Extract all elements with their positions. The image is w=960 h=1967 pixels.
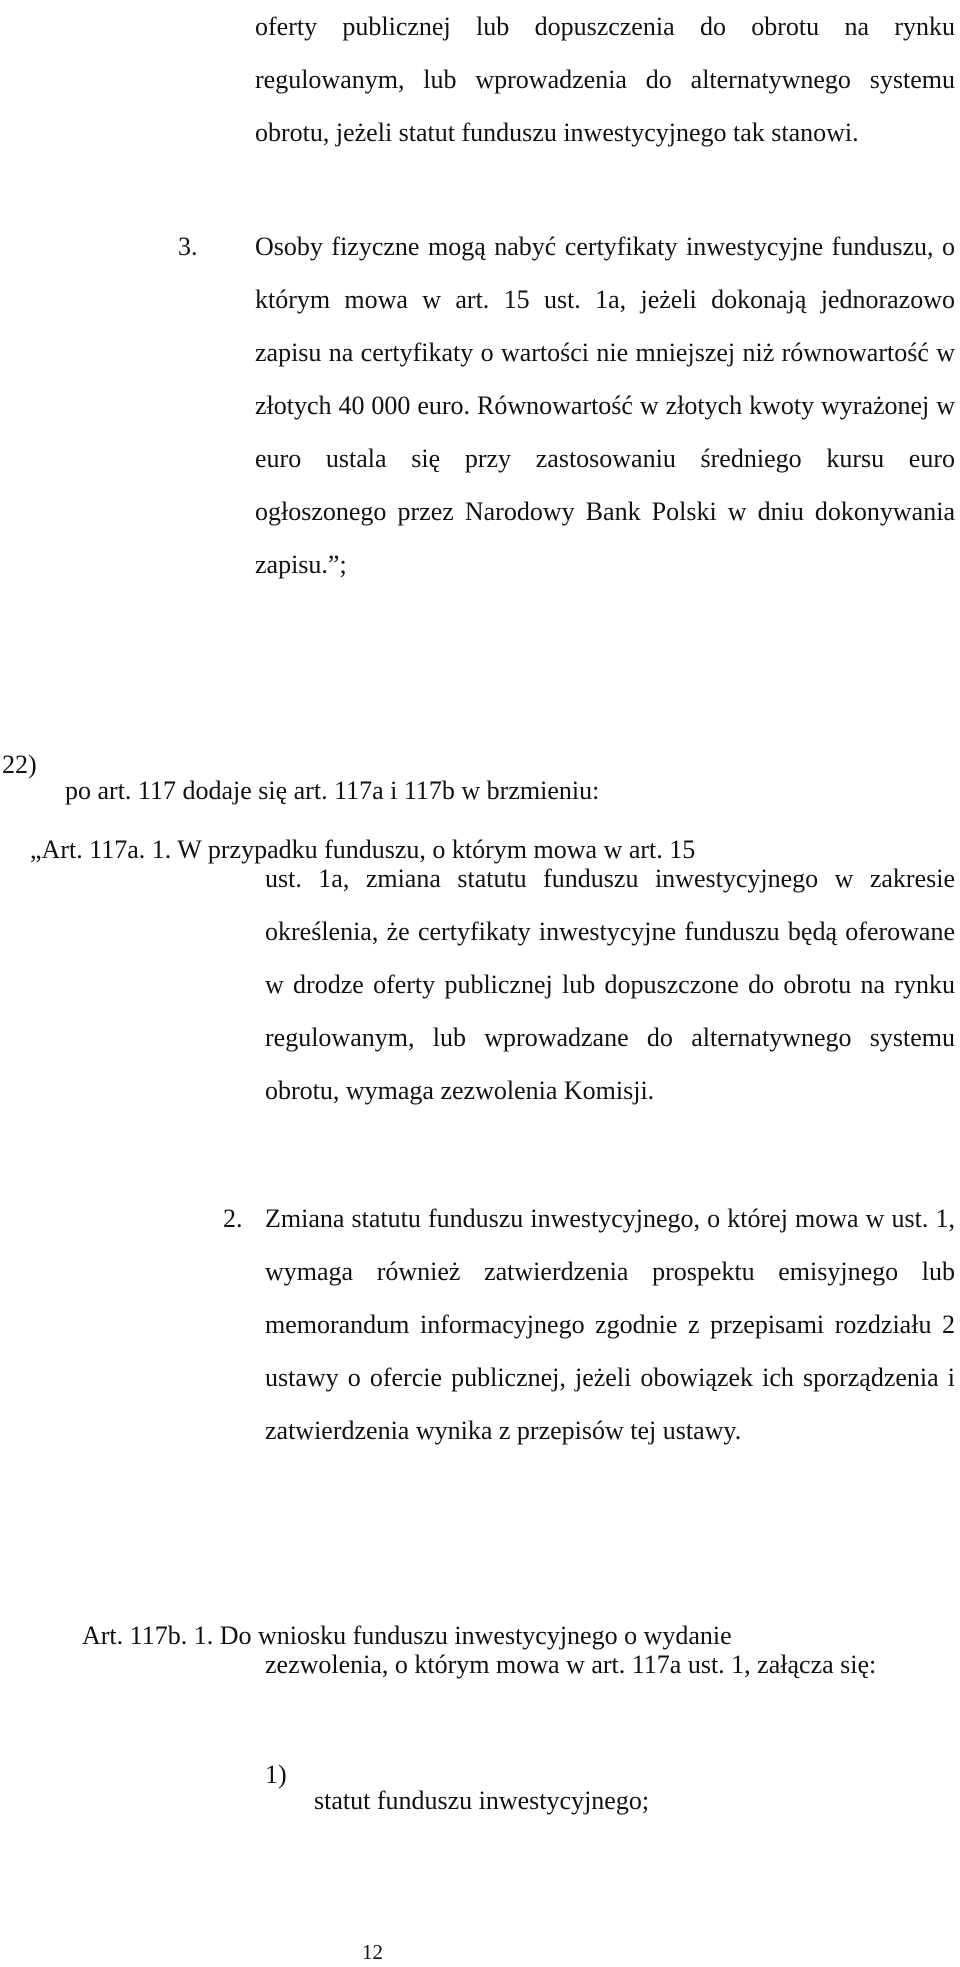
paragraph-number: 2.	[223, 1204, 243, 1233]
page-number: 12	[362, 1940, 383, 1964]
list-item-number: 1)	[265, 1760, 287, 1789]
paragraph-3: Osoby fizyczne mogą nabyć certyfikaty inwestycyjne funduszu, o którym mowa w art. 15 ust. 1a, jeżeli dokonają jednorazowo zapisu na certyfikaty o wartości nie mniejszej niż równowartość w złotych 40 000 euro. Równowartość w złotych kwoty wyrażonej w euro ustala się przy zastosowaniu średniego kursu euro ogłoszonego przez Narodowy Bank Polski w dniu dokonywania zapisu.”;	[255, 232, 955, 579]
paragraph-continuation: oferty publicznej lub dopuszczenia do obrotu na rynku regulowanym, lub wprowadzenia do alternatywnego systemu obrotu, jeżeli statut funduszu inwestycyjnego tak stanowi.	[255, 12, 955, 147]
point-22-text: po art. 117 dodaje się art. 117a i 117b w brzmieniu:	[65, 776, 600, 805]
article-117a-paragraph-1: ust. 1a, zmiana statutu funduszu inwestycyjnego w zakresie określenia, że certyfikaty inwestycyjne funduszu będą oferowane w drodze oferty publicznej lub dopuszczone do obrotu na rynku regulowanym, lub wprowadzane do alternatywnego systemu obrotu, wymaga zezwolenia Komisji.	[265, 864, 955, 1105]
paragraph-number: 3.	[178, 232, 198, 261]
point-number: 22)	[2, 750, 37, 779]
article-117a-heading: „Art. 117a. 1. W przypadku funduszu, o którym mowa w art. 15	[30, 835, 696, 864]
article-117a-paragraph-2: Zmiana statutu funduszu inwestycyjnego, o której mowa w ust. 1, wymaga również zatwierdzenia prospektu emisyjnego lub memorandum informacyjnego zgodnie z przepisami rozdziału 2 ustawy o ofercie publicznej, jeżeli obowiązek ich sporządzenia i zatwierdzenia wynika z przepisów tej ustawy.	[265, 1204, 955, 1445]
article-117b-paragraph-1: zezwolenia, o którym mowa w art. 117a ust. 1, załącza się:	[265, 1650, 877, 1679]
article-117b-heading: Art. 117b. 1. Do wniosku funduszu inwestycyjnego o wydanie	[82, 1621, 732, 1650]
list-item: statut funduszu inwestycyjnego;	[314, 1786, 650, 1815]
